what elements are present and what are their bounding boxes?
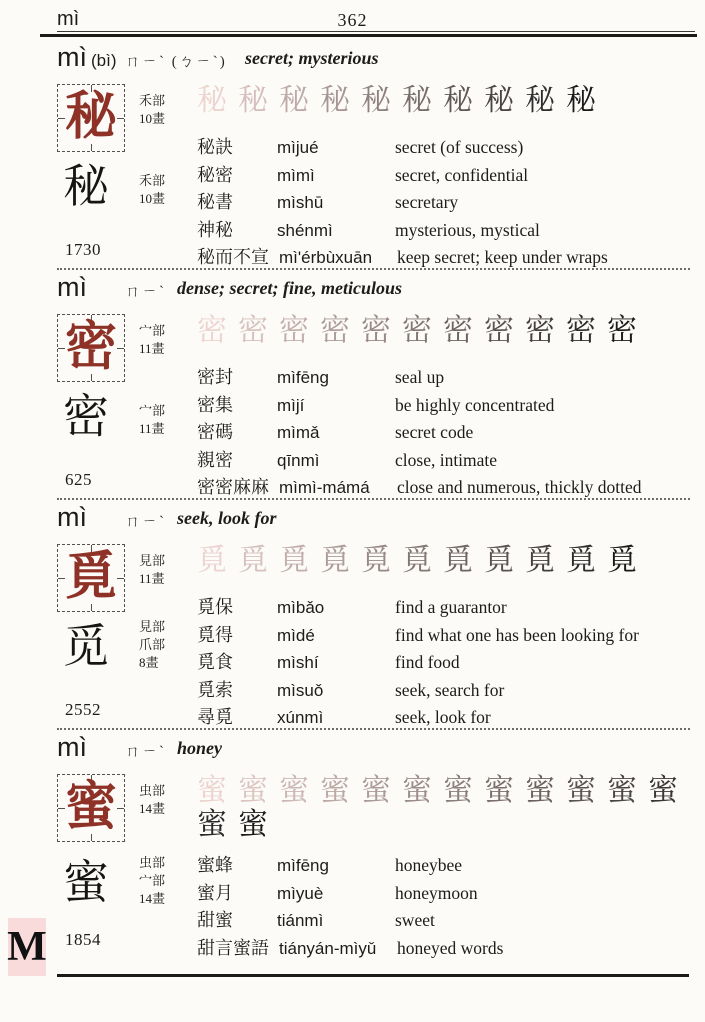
vocab-pinyin: qīnmì (277, 450, 320, 470)
entry-zhuyin: ㄇㄧˋ (ㄅㄧˋ) (125, 54, 227, 70)
frequency-number: 2552 (65, 700, 101, 719)
stroke-order-glyph: 密 (279, 314, 309, 347)
variant-radical-stroke-label (139, 854, 165, 908)
stroke-order-glyph: 覓 (361, 544, 391, 577)
vocab-row (197, 622, 690, 650)
vocab-row (197, 364, 690, 392)
entry-gloss: secret; mysterious (245, 48, 379, 68)
vocab-hanzi: 親密 (197, 449, 233, 470)
stroke-order-glyph: 蜜 (361, 774, 391, 807)
stroke-order-glyph: 秘 (443, 84, 473, 117)
vocab-row (197, 907, 690, 935)
vocab-hanzi: 秘而不宣 (197, 247, 269, 267)
variant-radical-label: 虫部 (139, 855, 166, 870)
stroke-order-glyph: 蜜 (197, 808, 227, 841)
vocab-pinyin: mìshí (277, 653, 319, 672)
vocab-hanzi: 蜜月 (197, 882, 233, 903)
variant-radical-stroke-label (139, 402, 165, 438)
vocab-row (197, 677, 690, 705)
stroke-order-glyph: 秘 (197, 84, 227, 117)
stroke-order-glyph: 蜜 (279, 774, 309, 807)
vocab-meaning: honeyed words (397, 937, 504, 958)
vocab-meaning: keep secret; keep under wraps (397, 247, 608, 267)
vocab-meaning: sweet (395, 910, 435, 930)
character-box (57, 774, 125, 842)
vocab-pinyin: mìfēng (277, 856, 329, 875)
header-rule-thin (57, 31, 695, 32)
headword-character: 密 (64, 319, 117, 376)
stroke-count-label: 14畫 (139, 801, 166, 816)
vocab-row (197, 447, 690, 475)
vocab-meaning: close and numerous, thickly dotted (397, 477, 642, 497)
vocab-meaning: secret code (395, 422, 474, 442)
vocab-row (197, 852, 690, 880)
stroke-order-glyph: 蜜 (648, 774, 678, 807)
vocab-hanzi: 覓保 (197, 597, 233, 617)
stroke-order-glyph: 覓 (320, 544, 350, 577)
stroke-order-glyph: 覓 (443, 544, 473, 577)
variant-stroke-count: 11畫 (139, 421, 165, 436)
stroke-order-glyph: 蜜 (402, 774, 432, 807)
variant-radical-label: 禾部 (139, 173, 166, 188)
stroke-order-glyph: 密 (361, 314, 391, 347)
stroke-order-glyph: 秘 (525, 84, 555, 117)
vocab-pinyin: tiányán-mìyǔ (279, 938, 377, 958)
section-tab-m (8, 918, 46, 976)
character-box (57, 314, 125, 382)
stroke-order-glyph: 覓 (238, 544, 268, 577)
entry-head (57, 272, 690, 308)
variant-stroke-count: 14畫 (139, 891, 166, 906)
vocab-meaning: secret (of success) (395, 137, 524, 157)
entry-head (57, 42, 690, 78)
vocab-pinyin: mìyuè (277, 883, 324, 903)
stroke-count-label: 10畫 (139, 111, 166, 126)
dictionary-entry (57, 272, 690, 498)
vocab-pinyin: mìmǎ (277, 423, 320, 442)
stroke-order-glyph: 蜜 (566, 774, 596, 807)
stroke-order-glyph: 蜜 (443, 774, 473, 807)
vocab-list (197, 364, 690, 502)
stroke-order-glyph: 密 (525, 314, 555, 347)
vocab-pinyin: mìmì-mámá (279, 478, 370, 497)
frequency-number: 1854 (65, 930, 101, 949)
entry-gloss: seek, look for (177, 508, 277, 528)
radical-stroke-label (139, 92, 165, 128)
vocab-pinyin: shénmì (277, 220, 333, 240)
stroke-order-glyph: 覓 (279, 544, 309, 577)
header-rule-thick (40, 34, 697, 37)
vocab-pinyin: xúnmì (277, 708, 324, 727)
variant-radical-label: 爪部 (139, 637, 166, 652)
vocab-row (197, 392, 690, 420)
frequency-number: 625 (65, 470, 92, 489)
vocab-row (197, 217, 690, 245)
stroke-order-glyph: 蜜 (484, 774, 514, 807)
entry-pinyin: mì (57, 272, 87, 302)
vocab-pinyin: mìbǎo (277, 598, 325, 617)
vocab-pinyin: mì'érbùxuān (279, 248, 373, 267)
vocab-row (197, 189, 690, 217)
stroke-order-row (197, 774, 690, 808)
vocab-hanzi: 密碼 (197, 422, 233, 442)
entry-pinyin: mì (57, 502, 87, 532)
variant-character: 蜜 (63, 857, 109, 908)
radical-stroke-label (139, 782, 165, 818)
variant-radical-stroke-label (139, 618, 165, 672)
entry-separator (57, 268, 690, 270)
vocab-hanzi: 密集 (197, 394, 233, 415)
entry-zhuyin: ㄇㄧˋ (125, 514, 166, 530)
entry-gloss: dense; secret; fine, meticulous (177, 278, 402, 298)
vocab-hanzi: 秘訣 (197, 137, 233, 157)
vocab-meaning: find what one has been looking for (395, 624, 639, 645)
stroke-order-row (197, 808, 690, 842)
vocab-meaning: mysterious, mystical (395, 219, 540, 240)
vocab-meaning: close, intimate (395, 449, 498, 470)
vocab-meaning: seal up (395, 367, 445, 387)
radical-label: 禾部 (139, 93, 166, 108)
stroke-order-glyph: 密 (238, 314, 268, 347)
entry-pinyin-alt: (bì) (91, 51, 117, 70)
variant-stroke-count: 10畫 (139, 191, 166, 206)
vocab-row (197, 649, 690, 677)
vocab-hanzi: 密封 (197, 367, 233, 387)
vocab-list (197, 594, 690, 732)
radical-label: 虫部 (139, 783, 166, 798)
stroke-order-glyph: 蜜 (607, 774, 637, 807)
vocab-hanzi: 秘書 (197, 192, 233, 212)
stroke-order-row (197, 544, 690, 578)
entry-head (57, 502, 690, 538)
vocab-meaning: secret, confidential (395, 164, 529, 185)
variant-character: 觅 (63, 621, 109, 672)
vocab-pinyin: mìmì (277, 165, 315, 185)
vocab-meaning: find food (395, 652, 460, 672)
vocab-pinyin: mìjí (277, 395, 305, 415)
stroke-count-label: 11畫 (139, 341, 165, 356)
vocab-meaning: seek, search for (395, 679, 505, 700)
entry-pinyin: mì (57, 732, 87, 762)
headword-character: 蜜 (64, 779, 117, 836)
stroke-order-glyph: 秘 (484, 84, 514, 117)
radical-stroke-label (139, 552, 165, 588)
stroke-order-row (197, 314, 690, 348)
entry-zhuyin: ㄇㄧˋ (125, 744, 166, 760)
stroke-order-glyph: 覓 (197, 544, 227, 577)
stroke-order-glyph: 蜜 (238, 774, 268, 807)
vocab-row (197, 594, 690, 622)
stroke-order-row (197, 84, 690, 118)
stroke-order-glyph: 蜜 (320, 774, 350, 807)
stroke-order-glyph: 秘 (566, 84, 596, 117)
vocab-meaning: honeymoon (395, 882, 478, 903)
header-guide-word: mì (57, 8, 80, 30)
variant-radical-label: 見部 (139, 619, 166, 634)
stroke-order-glyph: 秘 (402, 84, 432, 117)
entry-gloss: honey (177, 738, 222, 758)
dictionary-entry (57, 42, 690, 268)
stroke-count-label: 11畫 (139, 571, 165, 586)
stroke-order-glyph: 覓 (607, 544, 637, 577)
vocab-hanzi: 覓得 (197, 624, 233, 645)
stroke-order-glyph: 密 (566, 314, 596, 347)
page-number: 362 (337, 10, 368, 30)
section-tab-letter: M (7, 924, 47, 970)
entry-separator (57, 728, 690, 730)
vocab-row (197, 935, 690, 963)
variant-radical-label: 宀部 (139, 403, 166, 418)
vocab-pinyin: mìfēng (277, 368, 329, 387)
stroke-order-glyph: 密 (607, 314, 637, 347)
stroke-order-glyph: 覓 (484, 544, 514, 577)
stroke-order-glyph: 蜜 (197, 774, 227, 807)
dictionary-entry (57, 502, 690, 728)
stroke-order-glyph: 覓 (525, 544, 555, 577)
entry-separator (57, 498, 690, 500)
stroke-order-glyph: 覓 (566, 544, 596, 577)
vocab-hanzi: 甜言蜜語 (197, 937, 269, 958)
vocab-meaning: be highly concentrated (395, 394, 555, 415)
variant-character: 秘 (63, 161, 109, 212)
vocab-row (197, 880, 690, 908)
vocab-row (197, 419, 690, 447)
radical-stroke-label (139, 322, 165, 358)
vocab-hanzi: 神秘 (197, 219, 233, 240)
vocab-hanzi: 覓食 (197, 652, 233, 672)
vocab-meaning: find a guarantor (395, 597, 507, 617)
vocab-hanzi: 密密麻麻 (197, 477, 269, 497)
vocab-meaning: seek, look for (395, 707, 491, 727)
vocab-pinyin: mìsuǒ (277, 680, 324, 700)
stroke-order-glyph: 蜜 (238, 808, 268, 841)
vocab-meaning: honeybee (395, 855, 463, 875)
headword-character: 秘 (64, 89, 117, 146)
vocab-hanzi: 覓索 (197, 679, 233, 700)
variant-character: 密 (63, 391, 109, 442)
entry-pinyin (57, 42, 117, 73)
character-box (57, 544, 125, 612)
frequency-number: 1730 (65, 240, 101, 259)
stroke-order-glyph: 密 (484, 314, 514, 347)
stroke-order-glyph: 秘 (320, 84, 350, 117)
vocab-pinyin: tiánmì (277, 911, 324, 930)
vocab-row (197, 134, 690, 162)
entry-head (57, 732, 690, 768)
vocab-row (197, 162, 690, 190)
variant-radical-label: 宀部 (139, 873, 166, 888)
stroke-order-glyph: 密 (443, 314, 473, 347)
vocab-list (197, 852, 690, 962)
dictionary-entry (57, 732, 690, 974)
entry-pinyin-main: mì (57, 42, 87, 72)
vocab-pinyin: mìdé (277, 625, 315, 645)
character-box (57, 84, 125, 152)
vocab-hanzi: 秘密 (197, 164, 233, 185)
vocab-hanzi: 尋覓 (197, 707, 233, 727)
stroke-order-glyph: 秘 (238, 84, 268, 117)
stroke-order-glyph: 密 (402, 314, 432, 347)
stroke-order-glyph: 覓 (402, 544, 432, 577)
entry-zhuyin: ㄇㄧˋ (125, 284, 166, 300)
vocab-meaning: secretary (395, 192, 459, 212)
radical-label: 見部 (139, 553, 166, 568)
variant-stroke-count: 8畫 (139, 655, 159, 670)
stroke-order-glyph: 密 (320, 314, 350, 347)
bottom-rule (57, 974, 689, 977)
vocab-hanzi: 甜蜜 (197, 910, 233, 930)
stroke-order-glyph: 秘 (279, 84, 309, 117)
stroke-order-glyph: 蜜 (525, 774, 555, 807)
vocab-hanzi: 蜜蜂 (197, 855, 233, 875)
vocab-pinyin: mìjué (277, 138, 319, 157)
headword-character: 覓 (64, 549, 117, 606)
stroke-order-glyph: 密 (197, 314, 227, 347)
stroke-order-glyph: 秘 (361, 84, 391, 117)
vocab-list (197, 134, 690, 272)
radical-label: 宀部 (139, 323, 166, 338)
vocab-pinyin: mìshū (277, 193, 324, 212)
variant-radical-stroke-label (139, 172, 165, 208)
